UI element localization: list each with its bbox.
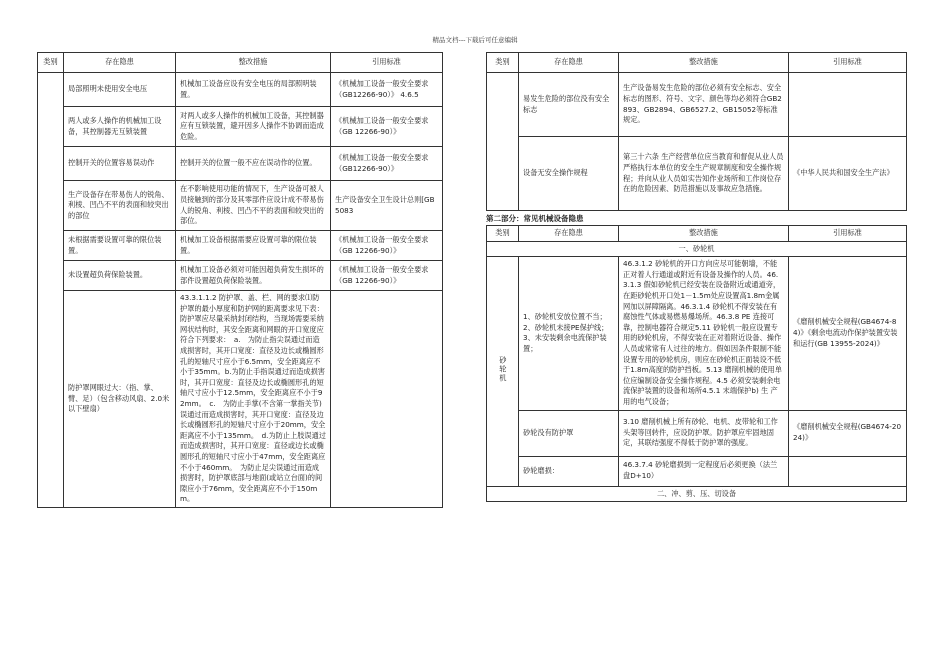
hazard-cell: 1、砂轮机安放位置不当；2、砂轮机未接PE保护线；3、未安装剩余电流保护装置； xyxy=(519,257,619,410)
section-heading: 一、砂轮机 xyxy=(487,241,907,257)
col-standard: 引用标准 xyxy=(789,226,907,242)
measure-cell: 控制开关的位置一般不应在误动作的位置。 xyxy=(176,147,331,181)
standard-cell: 《磨削机械安全规程(GB4674-84)》《剩余电流动作保护装置安装和运行(GB 13955-2024)》 xyxy=(789,257,907,410)
standard-cell: 《中华人民共和国安全生产法》 xyxy=(789,137,907,211)
col-hazard: 存在隐患 xyxy=(519,226,619,242)
col-category: 类别 xyxy=(487,53,519,73)
col-measure: 整改措施 xyxy=(176,53,331,73)
measure-cell: 机械加工设备必须对可能因超负荷发生损坏的部件设置超负荷保险装置。 xyxy=(176,261,331,291)
measure-cell: 第三十六条 生产经营单位应当教育和督促从业人员严格执行本单位的安全生产规章制度和安全操作规程；并向从业人员如实告知作业场所和工作岗位存在的危险因素、防范措施以及事故应急措施。 xyxy=(619,137,789,211)
standard-cell: 生产设备安全卫生设计总则[GB 5083 xyxy=(331,181,443,231)
category-cell xyxy=(38,73,64,508)
table-row xyxy=(38,291,443,508)
measure-cell: 3.10 磨削机械上所有砂轮、电机、皮带轮和工作头架等回转件，应设防护罩。防护罩应牢固地固定，其联结强度不得低于防护罩的强度。 xyxy=(619,410,789,456)
table-row xyxy=(38,181,443,231)
table-row xyxy=(38,231,443,261)
hazard-cell: 砂轮没有防护罩 xyxy=(519,410,619,456)
table-row xyxy=(487,456,907,486)
left-hazard-table xyxy=(37,52,443,508)
hazard-cell: 局部照明未使用安全电压 xyxy=(64,73,176,107)
standard-cell: 《机械加工设备一般安全要求（GB12266-90）》 xyxy=(331,147,443,181)
page-header: 精品文档---下载后可任意编辑 xyxy=(432,36,518,44)
col-hazard: 存在隐患 xyxy=(64,53,176,73)
measure-cell: 机械加工设备根据需要应设置可靠的限位装置。 xyxy=(176,231,331,261)
hazard-cell: 未设置超负荷保险装置。 xyxy=(64,261,176,291)
col-standard: 引用标准 xyxy=(789,53,907,73)
measure-cell: 在不影响使用功能的情况下，生产设备可被人员接触到的部分及其零部件应设计成不带易伤人的锐角、利棱、凹凸不平的表面和较突出的部位。 xyxy=(176,181,331,231)
table-row xyxy=(38,147,443,181)
table-row xyxy=(38,107,443,147)
measure-cell: 46.3.7.4 砂轮磨损到一定程度后必须更换（法兰盘D+10） xyxy=(619,456,789,486)
machinery-hazard-table xyxy=(486,225,907,502)
hazard-cell: 防护罩网眼过大：（指、掌、臂、足）（包含移动风扇、2.0米以下壁扇） xyxy=(64,291,176,508)
col-category: 类别 xyxy=(487,226,519,242)
measure-cell: 对两人或多人操作的机械加工设备，其控制器应有互锁装置，避开因多人操作不协调而造成危险。 xyxy=(176,107,331,147)
category-cell xyxy=(487,257,519,486)
standard-cell xyxy=(331,291,443,508)
table-row xyxy=(487,137,907,211)
hazard-cell: 砂轮磨损： xyxy=(519,456,619,486)
standard-cell: 《磨削机械安全规程(GB4674-2024)》 xyxy=(789,410,907,456)
table-row xyxy=(487,410,907,456)
measure-cell: 生产设备易发生危险的部位必须有安全标志、安全标志的图形、符号、文字、颜色等均必须符合GB2893、GB2894、GB6527.2、GB15052等标准规定。 xyxy=(619,73,789,137)
hazard-cell: 未根据需要设置可靠的限位装置。 xyxy=(64,231,176,261)
standard-cell: 《机械加工设备一般安全要求（GB12266-90）》 4.6.5 xyxy=(331,73,443,107)
table-row xyxy=(38,73,443,107)
hazard-cell: 生产设备存在带易伤人的锐角、利棱、凹凸不平的表面和较突出的部位 xyxy=(64,181,176,231)
measure-cell: 46.3.1.2 砂轮机的开口方向应尽可能朝墙，不能正对着人行通道或附近有设备及操作的人员。46.3.1.3 假如砂轮机已经安装在设备附近或通道旁，在距砂轮机开口处1－1.5m处应设置高1.8m金属网加以屏障隔离。46.3.1.4 砂轮机不得安装在有腐蚀性气体或易燃易爆场所。46.3.8 PE 连接可靠，控制电器符合规定5.11 砂轮机一般应设置专用的砂轮机房，不得安装在正对着附近设备、操作人员或常常有人过往的地方。假如因条件限制不能设置专用的砂轮机房，则应在砂轮机正面装设不低于1.8m高度的防护挡板。5.13 磨削机械的使用单位应编制设备安全操作规程。4.5 必须安装剩余电流保护装置的设备和场所4.5.1 末端保护b) 生 产用的电气设备； xyxy=(619,257,789,410)
right-hazard-table xyxy=(486,52,907,211)
col-measure: 整改措施 xyxy=(619,226,789,242)
col-measure: 整改措施 xyxy=(619,53,789,73)
table-row xyxy=(38,261,443,291)
part2-title: 第二部分：常见机械设备隐患 xyxy=(486,214,584,223)
standard-cell xyxy=(789,456,907,486)
standard-cell: 《机械加工设备一般安全要求（GB 12266-90）》 xyxy=(331,261,443,291)
standard-cell: 《机械加工设备一般安全要求（GB 12266-90）》 xyxy=(331,107,443,147)
section-heading: 二、冲、剪、压、切设备 xyxy=(487,486,907,502)
col-standard: 引用标准 xyxy=(331,53,443,73)
measure-cell: 机械加工设备应设有安全电压的局部照明装置。 xyxy=(176,73,331,107)
hazard-cell: 设备无安全操作规程 xyxy=(519,137,619,211)
hazard-cell: 易发生危险的部位没有安全标志 xyxy=(519,73,619,137)
table-row xyxy=(487,73,907,137)
standard-cell: 《机械加工设备一般安全要求（GB 12266-90）》 xyxy=(331,231,443,261)
category-label: 砂轮机 xyxy=(498,355,508,384)
standard-cell xyxy=(789,73,907,137)
col-category: 类别 xyxy=(38,53,64,73)
table-row xyxy=(487,257,907,410)
hazard-cell: 控制开关的位置容易误动作 xyxy=(64,147,176,181)
hazard-cell: 两人或多人操作的机械加工设备，其控制器无互锁装置 xyxy=(64,107,176,147)
col-hazard: 存在隐患 xyxy=(519,53,619,73)
category-cell xyxy=(487,73,519,211)
measure-cell: 43.3.1.1.2 防护罩、盖、栏、网的要求⑴防护罩的最小厚度和防护网的距离要求见下表： 防护罩应尽量采纳封闭结构，当现场需要采纳网状结构时，其安全距离和网眼的开口宽度应符合下列要求： a. 为防止指尖误通过而造成损害时，其开口宽度：直径及边长或椭圆形孔的短轴尺寸应小于6.5mm，安全距离应不小于35mm。b.为防止手指误通过而造成损害时，其开口宽度：直径及边长或椭圆形孔的短轴尺寸应小于12.5mm，安全距离应不小于92mm。 c. 为防止手掌(不含第一掌指关节)误通过而造成损害时，其开口宽度：直径及边长或椭圆形孔的短轴尺寸应小于20mm，安全距离应不小于135mm。 d.为防止上肢误通过而造成损害时，其开口宽度：直径或边长或椭圆形孔的短轴尺寸应小于47mm，安全距离应不小于460mm。 为防止足尖误通过而造成损害时，防护罩底部与地面(或站立台面)的间隙应小于76mm，安全距离应不小于150mm。 xyxy=(176,291,331,508)
